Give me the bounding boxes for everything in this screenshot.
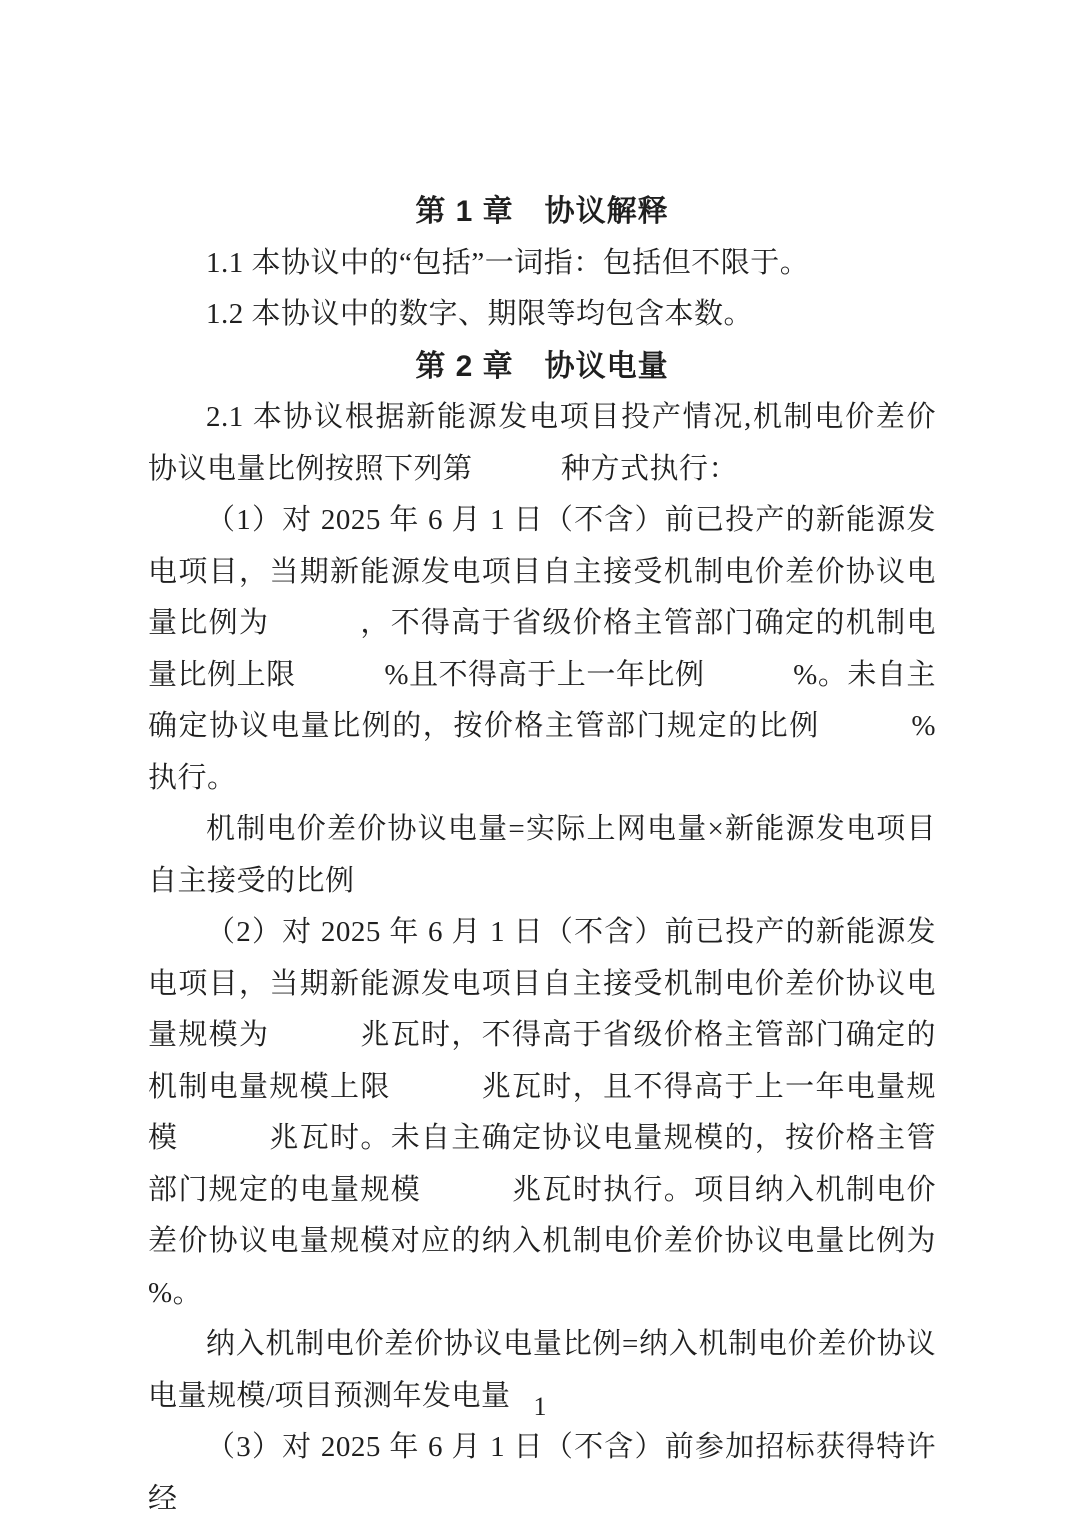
clause-1-1: 1.1 本协议中的“包括”一词指：包括但不限于。 xyxy=(206,246,810,279)
clause-2-1: 2.1 本协议根据新能源发电项目投产情况,机制电价差价协议电量比例按照下列第 种方式执行： xyxy=(148,401,936,485)
clause-2-1-item-2: （2）对 2025 年 6 月 1 日（不含）前已投产的新能源发电项目，当期新能源发电项目自主接受机制电价差价协议电量规模为 兆瓦时，不得高于省级价格主管部门确定的机制电量规模上限 兆瓦时，且不得高于上一年电量规模 兆瓦时。未自主确定协议电量规模的，按价格主管部门规定的电量规模 兆瓦时执行。项目纳入机制电价差价协议电量规模对应的纳入机制电价差价协议电量比例为 %。 xyxy=(148,916,1025,1309)
clause-2-1-item-1: （1）对 2025 年 6 月 1 日（不含）前已投产的新能源发电项目，当期新能源发电项目自主接受机制电价差价协议电量比例为 ，不得高于省级价格主管部门确定的机制电量比例上限 %且不得高于上一年比例 %。未自主确定协议电量比例的，按价格主管部门规定的比例 %执行。 xyxy=(148,504,936,794)
clause-1-2: 1.2 本协议中的数字、期限等均包含本数。 xyxy=(206,298,754,330)
page-number: 1 xyxy=(533,1392,547,1421)
document-content xyxy=(148,186,1025,1525)
chapter-2-heading: 第 2 章 协议电量 xyxy=(415,349,669,383)
clause-2-1-item-3: （3）对 2025 年 6 月 1 日（不含）前参加招标获得特许经 xyxy=(148,1431,936,1515)
formula-mechanism-price-volume: 机制电价差价协议电量=实际上网电量×新能源发电项目自主接受的比例 xyxy=(148,813,936,897)
formula-included-volume-ratio: 纳入机制电价差价协议电量比例=纳入机制电价差价协议电量规模/项目预测年发电量 xyxy=(148,1328,936,1412)
chapter-1-heading: 第 1 章 协议解释 xyxy=(415,195,669,228)
